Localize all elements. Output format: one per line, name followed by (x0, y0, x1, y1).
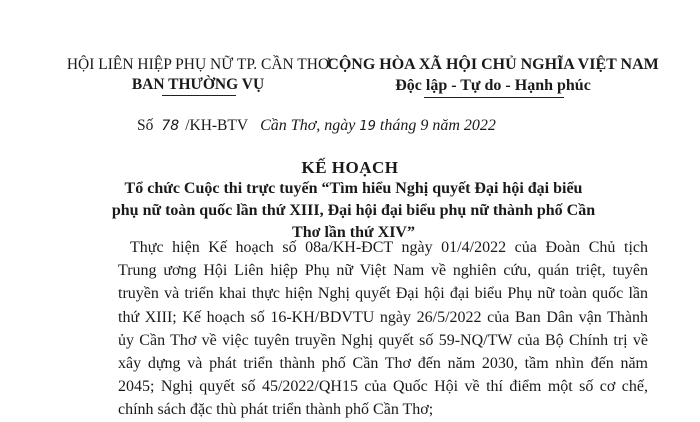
body-line: truyền và triển khai thực hiện Nghị quyết Đại hội đại biểu Phụ nữ toàn quốc lần (118, 285, 648, 303)
body-line: thứ XIII; Kế hoạch số 16-KH/BDVTU ngày 26/5/2022 của Ban Dân vận Thành (118, 308, 648, 326)
handwritten-day: 19 (359, 119, 376, 134)
organization-sub-unit: BAN THƯỜNG VỤ (131, 76, 265, 93)
body-line: xây dựng và phát triển thành phố Cần Thơ đến năm 2030, tầm nhìn đến năm (118, 355, 648, 373)
organization-name: HỘI LIÊN HIỆP PHỤ NỮ TP. CẦN THƠ (66, 56, 330, 73)
body-line: 2045; Nghị quyết số 45/2022/QH15 của Quốc Hội về thí điểm một số cơ chế, (118, 378, 648, 396)
national-motto: Độc lập - Tự do - Hạnh phúc (395, 77, 591, 94)
handwritten-number: 78 (161, 118, 180, 134)
body-line: ủy Cần Thơ về việc tuyên truyền Nghị quyết số 59-NQ/TW của Bộ Chính trị về (118, 331, 648, 349)
document-number (137, 117, 248, 135)
number-prefix: Số (137, 117, 154, 134)
document-subject: Tổ chức Cuộc thi trực tuyến “Tìm hiểu Nghị quyết Đại hội đại biểu phụ nữ toàn quốc lần thứ XIII, Đại hội đại biểu phụ nữ thành phố Cần Thơ lần thứ XIV” (111, 180, 596, 241)
number-suffix: /KH-BTV (185, 117, 249, 134)
body-line: Thực hiện Kế hoạch số 08a/KH-ĐCT ngày 01/4/2022 của Đoàn Chủ tịch (130, 239, 648, 256)
national-title: CỘNG HÒA XÃ HỘI CHỦ NGHĨA VIỆT NAM (327, 56, 659, 73)
body-line: Trung ương Hội Liên hiệp Phụ nữ Việt Nam về nghiên cứu, quán triệt, tuyên (118, 262, 648, 280)
place-and-date (260, 117, 496, 135)
body-paragraph (118, 236, 648, 422)
org-underline (162, 95, 236, 96)
place-date-prefix: Cần Thơ, ngày (260, 117, 356, 134)
body-line: chính sách đặc thù phát triển thành phố Cần Thơ; (118, 401, 434, 419)
place-date-suffix: tháng 9 năm 2022 (379, 117, 496, 134)
motto-underline (424, 97, 564, 98)
document-type-heading: KẾ HOẠCH (301, 158, 399, 177)
